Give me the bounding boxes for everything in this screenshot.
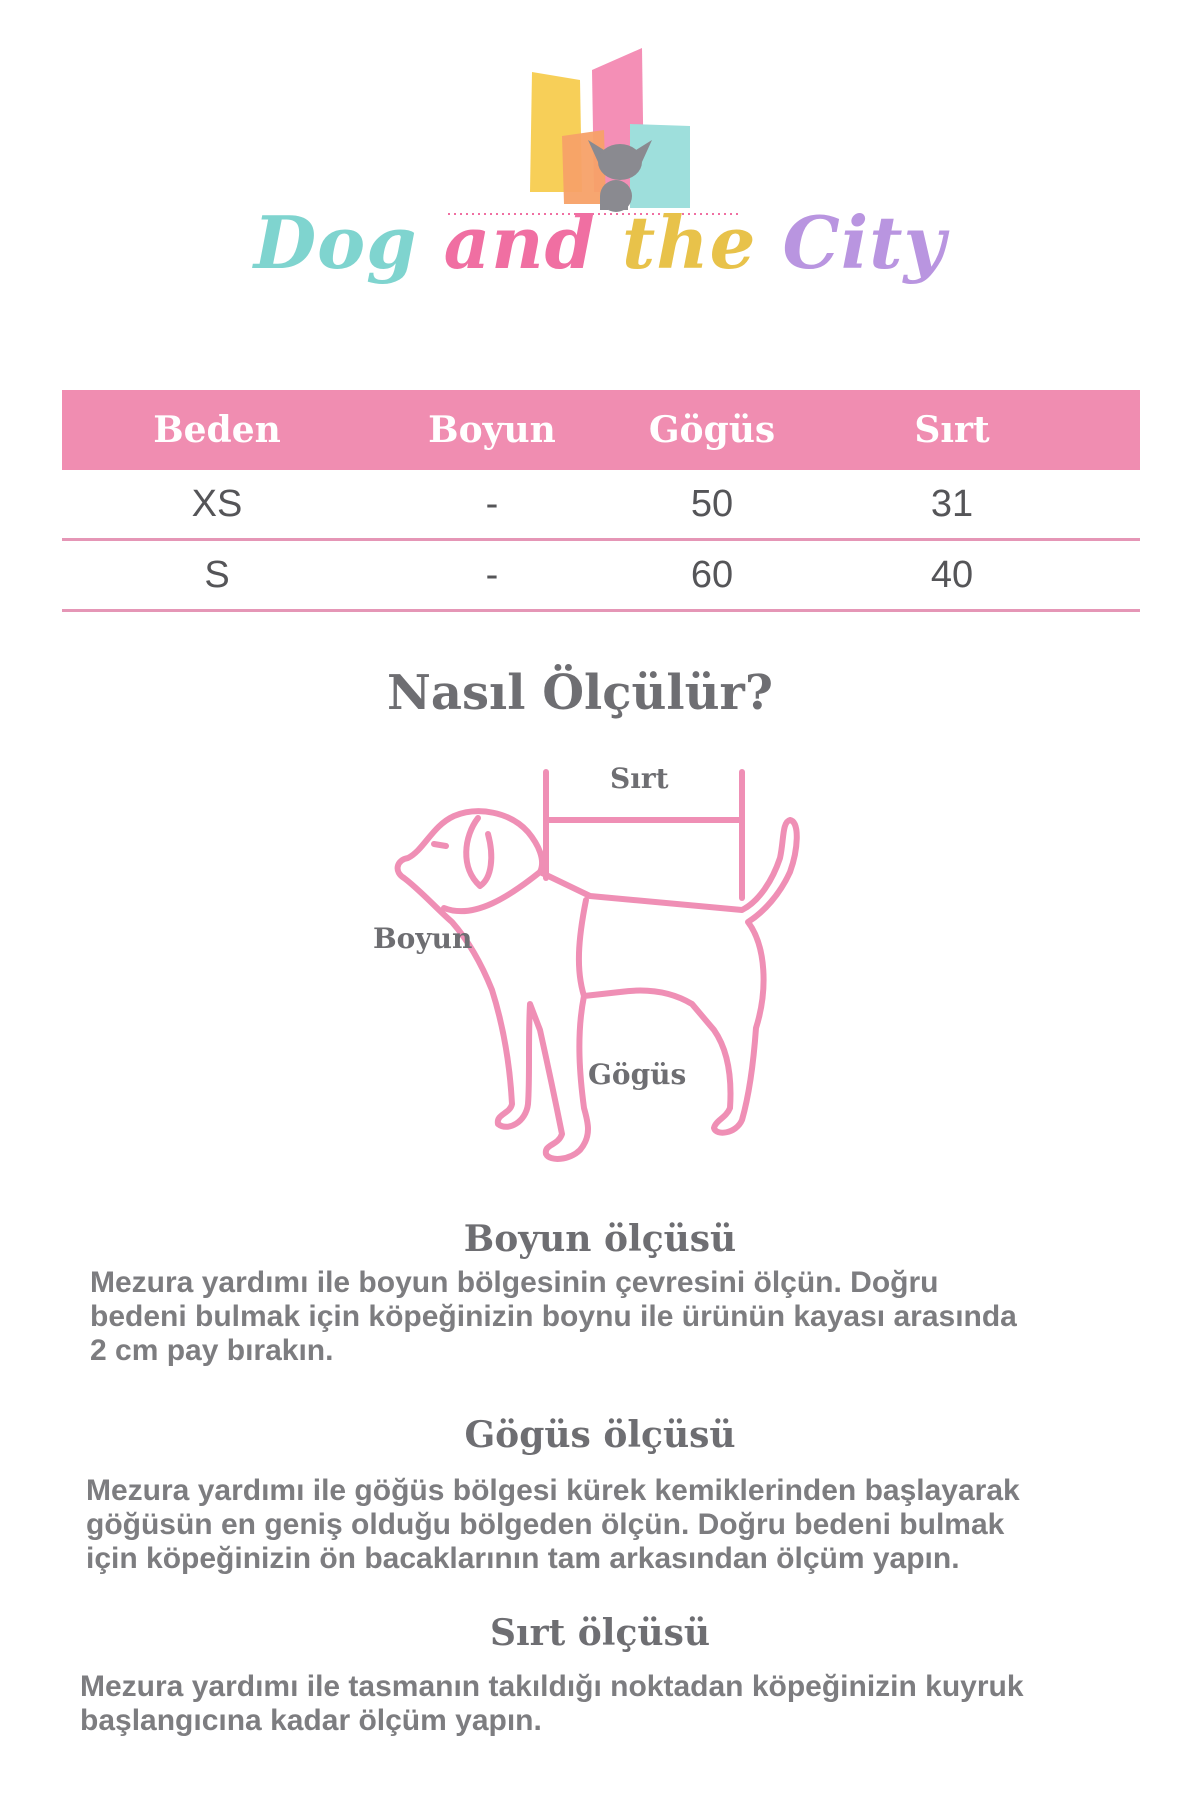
- table-header-row: [62, 390, 1140, 470]
- chest-measure-line: [579, 900, 586, 996]
- size-table: [62, 390, 1140, 612]
- neck-measure-line: [444, 872, 540, 911]
- table-row: [62, 470, 1140, 541]
- chest-text-line: Mezura yardımı ile göğüs bölgesi kürek kemiklerinden başlayarak: [86, 1474, 1020, 1507]
- table-header-chest: Gögüs: [648, 409, 776, 451]
- chest-text-line: göğüsün en geniş olduğu bölgeden ölçün. Doğru bedeni bulmak: [86, 1508, 1005, 1541]
- diagram-label-back: Sırt: [610, 762, 669, 795]
- table-row: [62, 541, 1140, 612]
- diagram-label-neck: Boyun: [373, 922, 473, 955]
- back-text-line: başlangıcına kadar ölçüm yapın.: [80, 1704, 542, 1737]
- how-to-measure-title: Nasıl Ölçülür?: [387, 665, 773, 721]
- dog-ear: [466, 818, 491, 886]
- chest-text-line: için köpeğinizin ön bacaklarının tam arkasından ölçüm yapın.: [86, 1542, 960, 1575]
- neck-text-line: 2 cm pay bırakın.: [90, 1334, 334, 1367]
- table-cell-chest: 50: [690, 482, 734, 525]
- brand-logo: [0, 0, 1200, 320]
- table-cell-neck: -: [485, 482, 499, 525]
- dog-measurement-diagram: [380, 760, 840, 1200]
- table-header-back: Sırt: [914, 409, 990, 451]
- dog-eye: [434, 844, 446, 846]
- neck-section-title: Boyun ölçüsü: [463, 1218, 737, 1260]
- chest-section-text: [86, 1474, 1146, 1576]
- logo-wordmark: [0, 200, 1200, 285]
- table-cell-neck: -: [485, 553, 499, 596]
- back-text-line: Mezura yardımı ile tasmanın takıldığı noktadan köpeğinizin kuyruk: [80, 1670, 1024, 1703]
- logo-word-dog: Dog: [253, 200, 418, 285]
- diagram-label-chest: Gögüs: [588, 1058, 687, 1091]
- dog-outline: [398, 811, 797, 1159]
- logo-word-the: the: [622, 200, 757, 285]
- table-header-size: Beden: [153, 409, 281, 451]
- table-cell-back: 40: [930, 553, 974, 596]
- neck-section-text: [90, 1266, 1150, 1368]
- table-cell-size: XS: [191, 482, 243, 525]
- logo-word-city: City: [782, 200, 947, 285]
- table-cell-size: S: [204, 553, 230, 596]
- table-cell-back: 31: [930, 482, 974, 525]
- logo-word-and: and: [443, 200, 596, 285]
- table-header-neck: Boyun: [428, 409, 556, 451]
- table-cell-chest: 60: [690, 553, 734, 596]
- neck-text-line: Mezura yardımı ile boyun bölgesinin çevresini ölçün. Doğru: [90, 1266, 939, 1299]
- neck-text-line: bedeni bulmak için köpeğinizin boynu ile ürünün kayası arasında: [90, 1300, 1017, 1333]
- chest-section-title: Gögüs ölçüsü: [464, 1414, 736, 1456]
- back-section-text: [80, 1670, 1140, 1738]
- back-section-title: Sırt ölçüsü: [489, 1612, 711, 1654]
